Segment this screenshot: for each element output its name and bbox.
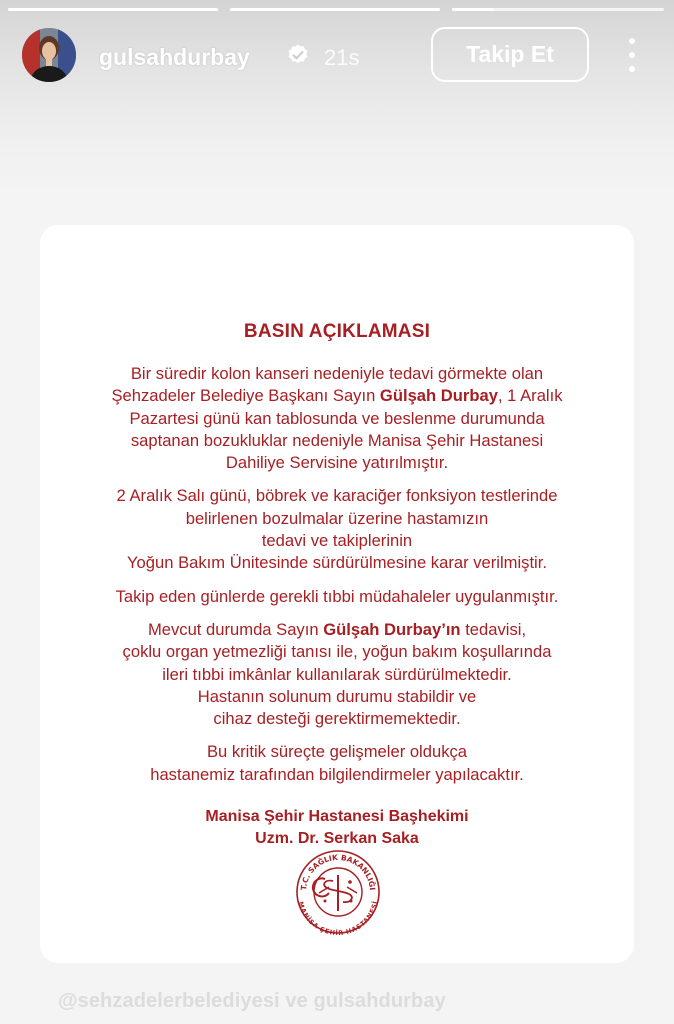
seal-top-text: T.C. SAĞLIK BAKANLIĞI — [299, 852, 377, 891]
p5-line-b: hastanemiz tarafından bilgilendirmeler yapılacaktır. — [150, 764, 524, 784]
story-progress-fill-1 — [8, 8, 218, 11]
p1-name: Gülşah Durbay — [379, 386, 498, 406]
follow-button[interactable]: Takip Et — [431, 27, 589, 82]
story-progress-fill-3 — [452, 8, 494, 11]
hospital-seal-icon — [295, 849, 381, 935]
p4-line-b: tedavisi, — [460, 619, 527, 639]
post-time: 21s — [324, 45, 360, 70]
signature-name: Uzm. Dr. Serkan Saka — [255, 830, 419, 848]
p1-line-c: , 1 Aralık — [497, 386, 563, 406]
signature-title: Manisa Şehir Hastanesi Başhekimi — [205, 808, 469, 826]
p4-line-d: ileri tıbbi imkânlar kullanılarak sürdürülmektedir. — [162, 664, 512, 684]
p4-name: Gülşah Durbay’ın — [323, 619, 461, 639]
story-progress-fill-2 — [230, 8, 440, 11]
p4-line-f: cihaz desteği gerektirmemektedir. — [213, 709, 461, 729]
press-release-title: BASIN AÇIKLAMASI — [243, 321, 431, 342]
p2-line-b: belirlenen bozulmalar üzerine hastamızın — [185, 508, 489, 528]
paragraph-3 — [40, 586, 634, 608]
p2-line-c: tedavi ve takiplerinin — [261, 531, 413, 551]
paragraph-5 — [40, 741, 634, 786]
p4-line-a: Mevcut durumda Sayın — [147, 619, 324, 639]
mention-text[interactable]: @sehzadelerbelediyesi ve gulsahdurbay — [58, 990, 446, 1012]
signature-block — [40, 806, 634, 850]
p1-line-d: Pazartesi günü kan tablosunda ve beslenme durumunda — [129, 408, 545, 428]
p1-line-e: saptanan bozukluklar nedeniyle Manisa Şehir Hastanesi — [130, 430, 544, 450]
story-progress-3 — [452, 8, 664, 11]
p1-line-f: Dahiliye Servisine yatırılmıştır. — [225, 453, 449, 473]
p5-line-a: Bu kritik süreçte gelişmeler oldukça — [206, 742, 468, 762]
verified-badge-icon — [286, 43, 310, 67]
p1-line-a: Bir süredir kolon kanseri nedeniyle tedavi görmekte olan — [130, 364, 544, 383]
press-release-card — [40, 225, 634, 963]
p2-line-d: Yoğun Bakım Ünitesinde sürdürülmesine karar verilmiştir. — [127, 553, 547, 573]
avatar[interactable] — [22, 28, 76, 82]
p1-line-b: Şehzadeler Belediye Başkanı Sayın — [111, 386, 380, 406]
press-release-text — [40, 321, 634, 850]
p3-line: Takip eden günlerde gerekli tıbbi müdahaleler uygulanmıştır. — [115, 586, 559, 606]
p4-line-e: Hastanın solunum durumu stabildir ve — [197, 686, 477, 706]
paragraph-1 — [40, 363, 634, 474]
p2-line-a: 2 Aralık Salı günü, böbrek ve karaciğer fonksiyon testlerinde — [116, 486, 558, 506]
username[interactable]: gulsahdurbay — [99, 44, 250, 70]
story-progress-2 — [230, 8, 440, 11]
paragraph-2 — [40, 485, 634, 574]
p4-line-c: çoklu organ yetmezliği tanısı ile, yoğun bakım koşullarında — [122, 642, 552, 662]
paragraph-4 — [40, 619, 634, 730]
more-options-icon[interactable] — [620, 38, 644, 72]
seal-bottom-text: MANİSA ŞEHİR HASTANESİ — [296, 900, 380, 935]
story-progress-1 — [8, 8, 218, 11]
